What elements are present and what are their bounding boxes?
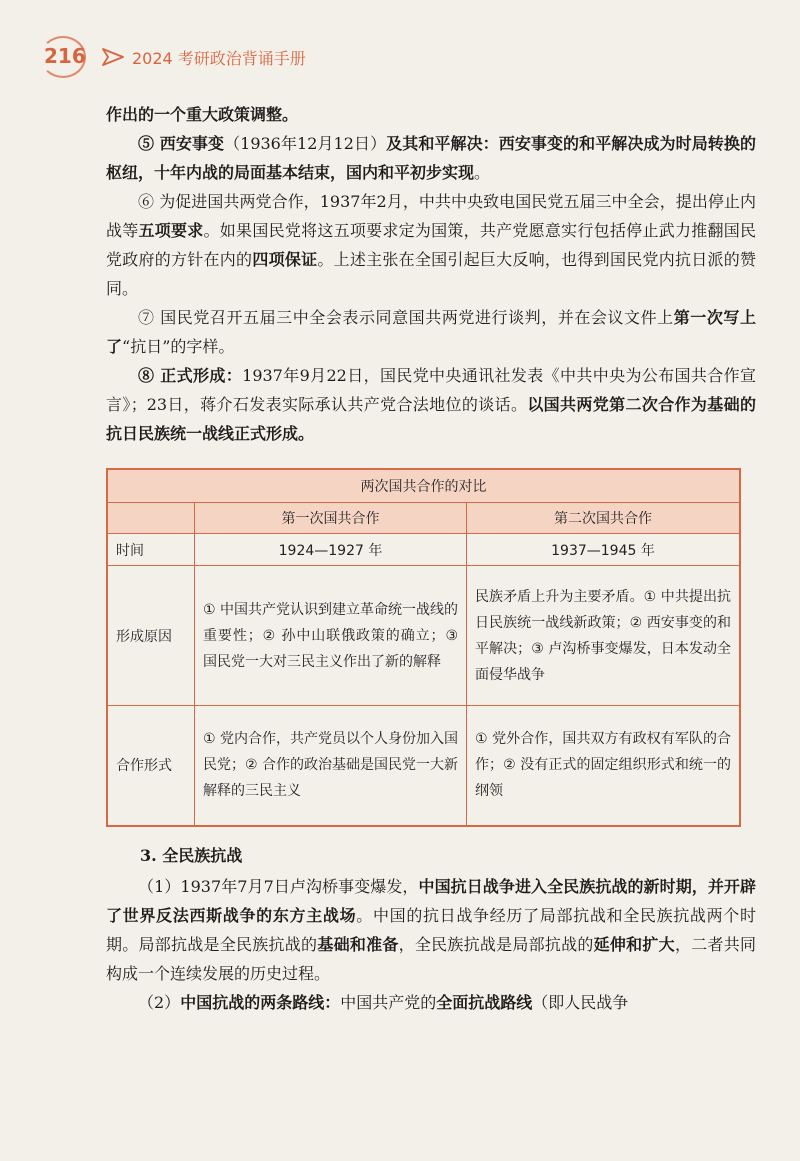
cell-second [467,706,741,826]
table-row [107,534,740,566]
paragraph-xian-incident [106,129,756,187]
text: “抗日”的字样。 [122,337,235,356]
bold-text: 作出的一个重大政策调整。 [106,105,299,124]
book-title: 2024 考研政治背诵手册 [132,49,306,68]
page-number: 216 [44,44,86,68]
paragraph-0 [106,100,756,129]
cell-text: ① 中国共产党认识到建立革命统一战线的重要性；② 孙中山联俄政策的确立；③ 国民党一大对三民主义作出了新的解释 [203,601,458,670]
bold-text: 延伸和扩大 [593,935,675,954]
header-blank [107,503,195,534]
text: ⑥ 为促进国共两党合作，1937年2月，中共中央致电国民党五届三中全会，提出停止内战等 [106,192,756,240]
text: （1）1937年7月7日卢沟桥事变爆发， [138,877,419,896]
bold-text: 四项保证 [252,250,318,269]
bold-text: 西安事变的和平解决成为时局转换的枢纽，十年内战的局面基本结束，国内和平初步实现 [106,134,756,182]
header-first-cooperation: 第一次国共合作 [195,503,467,534]
row-label: 形成原因 [107,566,195,706]
comparison-table [106,468,741,827]
text: 。中国的抗日战争经历了局部抗战和全民族抗战两个时期。局部抗战是全民族抗战的 [106,906,756,954]
paragraph-cooperation [106,187,756,303]
cell-text: 民族矛盾上升为主要矛盾。① 中共提出抗日民族统一战线新政策；② 西安事变的和平解决；③ 卢沟桥事变爆发，日本发动全面侵华战争 [475,588,731,683]
bold-text: ⑤ 西安事变 [138,134,225,153]
section-title: 3. 全民族抗战 [140,846,243,865]
table-row [107,706,740,826]
paper-plane-icon [102,47,124,67]
text: （即人民战争 [532,993,629,1012]
table-row [107,566,740,706]
text: 。 [474,163,491,182]
cell-first: 1924—1927 年 [195,534,467,566]
text: ，全民族抗战是局部抗战的 [398,935,594,954]
text: ⑦ 国民党召开五届三中全会表示同意国共两党进行谈判，并在会议文件上 [138,308,674,327]
bold-text: 以国共两党第二次合作为基础的抗日民族统一战线正式形成。 [106,395,756,443]
bold-text: 五项要求 [138,221,204,240]
page-header [40,36,760,78]
text: 。如果国民党将这五项要求定为国策，共产党愿意实行包括停止武力推翻国民党政府的方针在内的 [106,221,756,269]
bold-text: 基础和准备 [317,935,399,954]
text: 1937年9月22日，国民党中央通讯社发表《中共中央为公布国共合作宣言》；23日，蒋介石发表实际承认共产党合法地位的谈话。 [106,366,756,414]
text: ，二者共同构成一个连续发展的历史过程。 [106,935,756,983]
bold-text: 中国抗日战争进入全民族抗战的新时期，并开辟了世界反法西斯战争的东方主战场 [106,877,756,925]
body-text [106,100,756,448]
text: 。上述主张在全国引起巨大反响，也得到国民党内抗日派的赞同。 [106,250,756,298]
section-3 [106,842,756,1017]
paragraph-formation [106,361,756,448]
cell-second: 1937—1945 年 [467,534,741,566]
table-title-row [107,469,740,503]
bold-text: 中国抗战的两条路线： [180,993,341,1012]
row-label: 时间 [107,534,195,566]
table-title: 两次国共合作的对比 [107,469,740,503]
bold-text: 全面抗战路线 [436,993,533,1012]
cell-second [467,566,741,706]
text: 中国共产党的 [340,993,437,1012]
cell-text: ① 党外合作，国共双方有政权有军队的合作；② 没有正式的固定组织形式和统一的纲领 [475,731,731,800]
cell-text: ① 党内合作，共产党员以个人身份加入国民党；② 合作的政治基础是国民党一大新解释的三民主义 [203,731,458,800]
table-header-row [107,503,740,534]
bold-text: 第一次写上了 [106,308,756,356]
cell-first [195,706,467,826]
bold-text: ⑧ 正式形成： [138,366,243,385]
paragraph-q2 [106,988,756,1017]
bold-text: 及其和平解决： [386,134,499,153]
cell-first [195,566,467,706]
paragraph-plenum [106,303,756,361]
text: （1936年12月12日） [224,134,387,153]
header-second-cooperation: 第二次国共合作 [467,503,741,534]
row-label: 合作形式 [107,706,195,826]
paragraph-q1 [106,872,756,988]
text: （2） [138,993,181,1012]
